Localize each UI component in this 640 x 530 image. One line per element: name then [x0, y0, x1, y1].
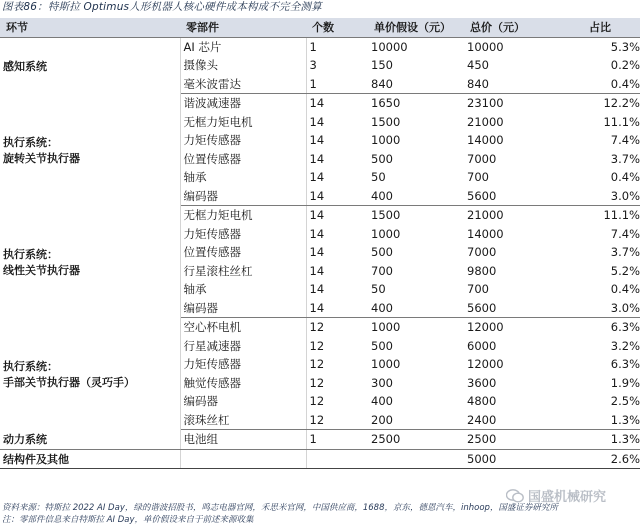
unit-price-cell: 1000	[371, 226, 401, 241]
component-cell: 行星滚柱丝杠	[180, 262, 306, 281]
count-cell: 14	[309, 96, 325, 111]
total-price-cell: 3600	[467, 375, 497, 390]
count-cell: 14	[306, 187, 368, 206]
total-price-cell: 700	[467, 170, 489, 185]
component-cell: 编码器	[180, 392, 306, 411]
total-price-cell: 5600	[464, 299, 554, 318]
total-price-cell: 700	[467, 282, 489, 297]
table-body	[0, 37, 640, 469]
share-cell: 0.4%	[610, 170, 640, 185]
share-cell: 2.5%	[610, 394, 640, 409]
component-cell: 滚珠丝杠	[180, 411, 306, 430]
component-cell: 力矩传感器	[180, 355, 306, 374]
component-cell: 编码器	[180, 299, 306, 318]
system-cell	[0, 449, 180, 469]
component-cell: 毫米波雷达	[180, 75, 306, 94]
share-cell: 5.2%	[610, 263, 640, 278]
count-cell: 12	[309, 375, 325, 390]
unit-price-cell	[368, 449, 464, 469]
system-label: 感知系统	[3, 59, 47, 73]
footnote	[2, 502, 558, 526]
header-share: 占比	[554, 18, 640, 37]
unit-price-cell: 400	[368, 187, 464, 206]
total-price-cell: 14000	[467, 226, 504, 241]
unit-price-cell: 840	[368, 75, 464, 94]
unit-price-cell: 50	[371, 170, 386, 185]
header-segment: 环节	[0, 18, 180, 37]
total-price-cell: 2500	[464, 430, 554, 450]
component-cell: 力矩传感器	[180, 225, 306, 244]
share-cell: 7.4%	[610, 226, 640, 241]
share-cell: 1.3%	[554, 411, 640, 430]
count-cell: 1	[306, 75, 368, 94]
unit-price-cell: 1650	[371, 96, 401, 111]
system-cell	[0, 318, 180, 430]
component-cell: 空心杯电机	[180, 318, 306, 337]
unit-price-cell: 200	[368, 411, 464, 430]
total-price-cell: 12000	[467, 320, 504, 335]
component-cell: 位置传感器	[180, 243, 306, 262]
component-cell: 轴承	[180, 168, 306, 187]
component-cell: 摄像头	[180, 56, 306, 75]
share-cell: 0.4%	[610, 282, 640, 297]
count-cell: 12	[306, 411, 368, 430]
total-price-cell: 9800	[467, 263, 497, 278]
table-header-row	[0, 18, 640, 37]
total-price-cell: 5600	[464, 187, 554, 206]
header-unit-price: 单价假设（元）	[368, 18, 464, 37]
count-cell: 12	[309, 338, 325, 353]
count-cell: 12	[309, 394, 325, 409]
total-price-cell: 6000	[467, 338, 497, 353]
unit-price-cell: 1500	[371, 208, 401, 223]
system-label: 执行系统：	[3, 359, 58, 373]
wechat-icon	[506, 489, 524, 503]
unit-price-cell: 50	[371, 282, 386, 297]
system-cell	[0, 206, 180, 318]
share-cell: 0.4%	[554, 75, 640, 94]
unit-price-cell: 1500	[371, 114, 401, 129]
component-cell: 轴承	[180, 280, 306, 299]
system-cell	[0, 37, 180, 94]
share-cell: 3.0%	[554, 299, 640, 318]
unit-price-cell: 500	[371, 151, 393, 166]
header-total-price: 总价（元）	[464, 18, 554, 37]
unit-price-cell: 300	[371, 375, 393, 390]
total-price-cell: 4800	[467, 394, 497, 409]
system-label: 动力系统	[3, 433, 47, 446]
footnote-source: 资料来源：特斯拉 2022 AI Day，绿的谐波招股书，鸣志电器官网，禾思米官网，中国供应商，1688，京东，德恩汽车，inhoop，国盛证券研究所	[2, 503, 558, 513]
component-cell	[180, 449, 306, 469]
total-price-cell: 2400	[464, 411, 554, 430]
count-cell: 14	[309, 208, 325, 223]
share-cell: 0.2%	[610, 58, 640, 73]
unit-price-cell: 400	[368, 299, 464, 318]
component-cell: 电池组	[180, 430, 306, 450]
unit-price-cell: 500	[371, 338, 393, 353]
unit-price-cell: 500	[371, 245, 393, 260]
count-cell: 14	[309, 114, 325, 129]
share-cell: 7.4%	[610, 133, 640, 148]
table-row	[0, 206, 640, 225]
header-component: 零部件	[180, 18, 306, 37]
component-cell: 触觉传感器	[180, 374, 306, 393]
unit-price-cell: 150	[371, 58, 393, 73]
table-row	[0, 318, 640, 337]
count-cell: 1	[309, 39, 317, 54]
system-cell	[0, 94, 180, 206]
total-price-cell: 7000	[467, 245, 497, 260]
table-row	[0, 430, 640, 450]
system-cell	[0, 430, 180, 450]
component-cell: 位置传感器	[180, 150, 306, 169]
component-cell: 无框力矩电机	[180, 113, 306, 132]
share-cell: 1.9%	[610, 375, 640, 390]
share-cell: 2.6%	[554, 449, 640, 469]
system-label: 执行系统：	[3, 135, 58, 149]
total-price-cell: 14000	[467, 133, 504, 148]
count-cell: 14	[309, 245, 325, 260]
system-label: 结构件及其他	[3, 452, 69, 466]
table-row	[0, 37, 640, 56]
component-cell: AI 芯片	[180, 37, 306, 56]
share-cell: 5.3%	[610, 39, 640, 54]
total-price-cell: 450	[467, 58, 489, 73]
table-row	[0, 94, 640, 113]
count-cell: 14	[309, 170, 325, 185]
count-cell: 14	[309, 282, 325, 297]
component-cell: 无框力矩电机	[180, 206, 306, 225]
total-price-cell: 12000	[467, 357, 504, 372]
watermark-text: 国盛机械研究	[528, 490, 607, 505]
count-cell: 14	[306, 299, 368, 318]
count-cell: 14	[309, 151, 325, 166]
cost-table	[0, 18, 640, 469]
total-price-cell: 21000	[467, 114, 504, 129]
count-cell: 3	[309, 58, 317, 73]
count-cell: 12	[309, 357, 325, 372]
total-price-cell: 23100	[467, 96, 504, 111]
figure-title: 图表86：特斯拉 Optimus人形机器人核心硬件成本构成不完全测算	[2, 1, 322, 13]
total-price-cell: 840	[464, 75, 554, 94]
component-cell: 编码器	[180, 187, 306, 206]
count-cell: 14	[309, 133, 325, 148]
share-cell: 12.2%	[603, 96, 640, 111]
unit-price-cell: 1000	[371, 320, 401, 335]
share-cell: 6.3%	[610, 320, 640, 335]
share-cell: 3.2%	[610, 338, 640, 353]
component-cell: 谐波减速器	[180, 94, 306, 113]
component-cell: 行星减速器	[180, 337, 306, 356]
table-row	[0, 449, 640, 469]
total-price-cell: 10000	[467, 39, 504, 54]
share-cell: 3.7%	[610, 151, 640, 166]
count-cell: 14	[309, 226, 325, 241]
component-cell: 力矩传感器	[180, 131, 306, 150]
share-cell: 11.1%	[603, 208, 640, 223]
system-label: 线性关节执行器	[3, 263, 80, 277]
count-cell: 12	[309, 320, 325, 335]
share-cell: 3.7%	[610, 245, 640, 260]
system-label: 手部关节执行器（灵巧手）	[3, 375, 135, 389]
count-cell	[306, 449, 368, 469]
unit-price-cell: 400	[371, 394, 393, 409]
share-cell: 6.3%	[610, 357, 640, 372]
total-price-cell: 5000	[464, 449, 554, 469]
share-cell: 3.0%	[554, 187, 640, 206]
system-label: 执行系统：	[3, 247, 58, 261]
unit-price-cell: 2500	[368, 430, 464, 450]
system-label: 旋转关节执行器	[3, 151, 80, 165]
share-cell: 11.1%	[603, 114, 640, 129]
total-price-cell: 7000	[467, 151, 497, 166]
unit-price-cell: 700	[371, 263, 393, 278]
unit-price-cell: 1000	[371, 133, 401, 148]
unit-price-cell: 1000	[371, 357, 401, 372]
unit-price-cell: 10000	[371, 39, 408, 54]
share-cell: 1.3%	[554, 430, 640, 450]
total-price-cell: 21000	[467, 208, 504, 223]
count-cell: 1	[306, 430, 368, 450]
header-count: 个数	[306, 18, 368, 37]
footnote-note: 注：零部件信息来自特斯拉 AI Day，单价假设来自于前述来源收集	[2, 515, 254, 525]
count-cell: 14	[309, 263, 325, 278]
